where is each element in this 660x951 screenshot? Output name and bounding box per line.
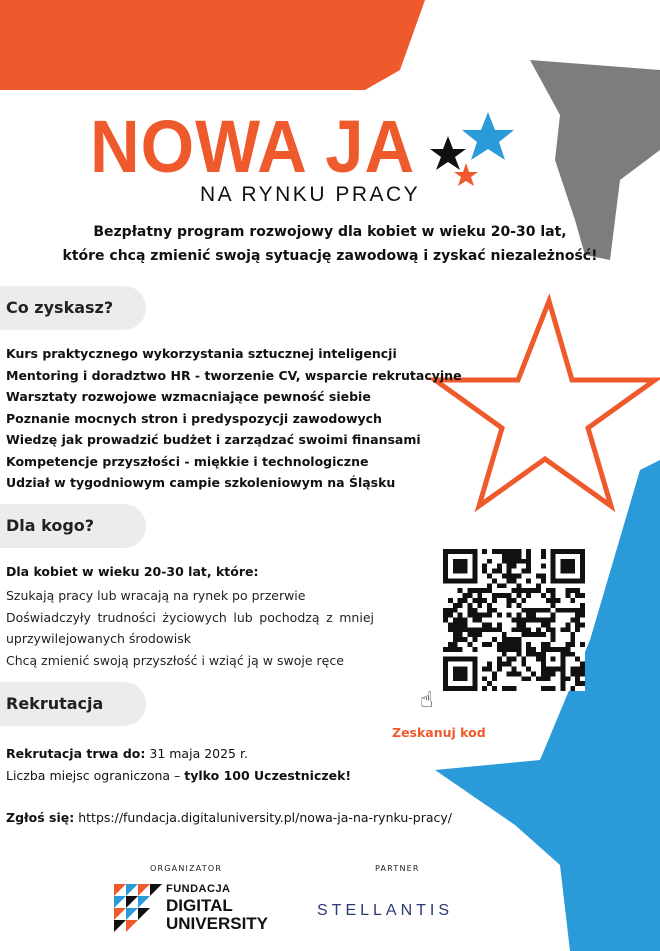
page-title: NOWA JA <box>90 105 416 188</box>
list-item: Chcą zmienić swoją przyszłość i wziąć ją w swoje ręce <box>6 652 344 668</box>
intro-text <box>0 220 660 268</box>
recruitment-period-label: Rekrutacja trwa do: <box>6 746 146 761</box>
list-item: Doświadczyły trudności życiowych lub pochodzą z mniej uprzywilejowanych środowisk <box>6 609 374 646</box>
intro-line-2: które chcą zmienić swoją sytuację zawodową i zyskać niezależność! <box>62 248 598 264</box>
partner-logo-text: STELLANTIS <box>317 902 454 919</box>
benefits-list <box>6 343 462 494</box>
list-item: Mentoring i doradztwo HR - tworzenie CV, wsparcie rekrutacyjne <box>6 367 462 383</box>
blue-star-icon <box>462 112 514 160</box>
organizer-label: ORGANIZATOR <box>150 864 223 873</box>
fundacja-logo-icon <box>114 884 162 932</box>
apply-label: Zgłoś się: <box>6 810 75 825</box>
qr-caption: Zeskanuj kod <box>392 725 486 740</box>
list-item: Wiedzę jak prowadzić budżet i zarządzać swoimi finansami <box>6 432 421 447</box>
list-item: Kurs praktycznego wykorzystania sztucznej inteligencji <box>6 346 397 361</box>
qr-code[interactable] <box>443 549 585 691</box>
organizer-logo-text <box>166 884 268 932</box>
black-star-icon <box>430 136 466 170</box>
list-item: Szukają pracy lub wracają na rynek po przerwie <box>6 588 306 603</box>
list-item: Udział w tygodniowym campie szkoleniowym na Śląsku <box>6 475 396 490</box>
recruitment-period-value: 31 maja 2025 r. <box>149 746 248 761</box>
section-heading-label: Co zyskasz? <box>6 298 114 317</box>
orange-top-banner <box>0 0 425 90</box>
organizer-line-1: FUNDACJA <box>166 883 231 895</box>
list-item: Kompetencje przyszłości - miękkie i technologiczne <box>6 453 369 469</box>
section-heading-audience <box>0 504 146 548</box>
section-heading-recruitment <box>0 682 146 726</box>
recruitment-period <box>6 746 248 761</box>
organizer-line-3: UNIVERSITY <box>166 914 269 933</box>
recruitment-limit <box>6 768 351 783</box>
orange-outline-star <box>435 301 655 506</box>
audience-list <box>6 585 374 671</box>
list-item: Poznanie mocnych stron i predyspozycji zawodowych <box>6 410 382 426</box>
section-heading-benefits <box>0 286 146 330</box>
apply-link[interactable]: https://fundacja.digitaluniversity.pl/nowa-ja-na-rynku-pracy/ <box>78 810 452 825</box>
blue-star-fragment <box>435 460 660 951</box>
recruitment-limit-text: Liczba miejsc ograniczona – <box>6 768 181 783</box>
list-item: Warsztaty rozwojowe wzmacniające pewność siebie <box>6 389 371 404</box>
section-heading-label: Dla kogo? <box>6 516 95 535</box>
pointing-hand-icon: ☝ <box>420 688 434 713</box>
organizer-line-2: DIGITAL <box>166 896 233 915</box>
page-subtitle: NA RYNKU PRACY <box>200 183 421 206</box>
intro-line-1: Bezpłatny program rozwojowy dla kobiet w wieku 20-30 lat, <box>93 224 567 240</box>
recruitment-limit-value: tylko 100 Uczestniczek! <box>184 768 352 783</box>
section-heading-label: Rekrutacja <box>6 694 104 713</box>
partner-label: PARTNER <box>375 864 420 873</box>
apply-line <box>6 810 452 825</box>
audience-lead: Dla kobiet w wieku 20-30 lat, które: <box>6 564 259 579</box>
